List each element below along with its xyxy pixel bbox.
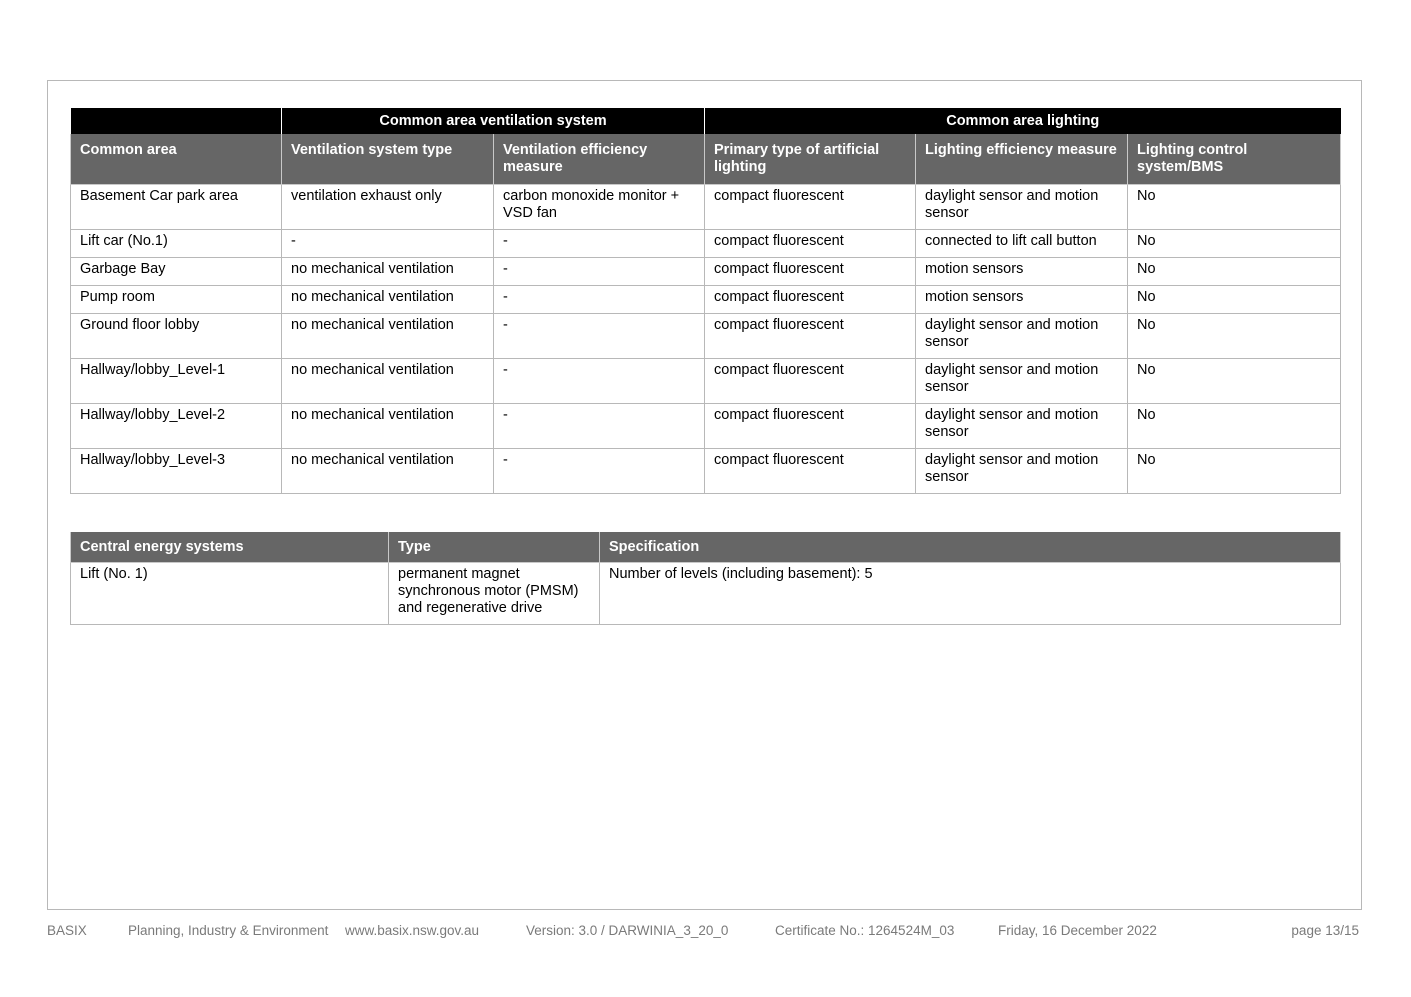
table-cell: - [494,286,705,314]
column-header: Primary type of artificial lighting [705,134,916,185]
column-header: Type [389,532,600,563]
table-cell: - [282,230,494,258]
table-row [71,449,1341,494]
table-cell: no mechanical ventilation [282,314,494,359]
table-cell: connected to lift call button [916,230,1128,258]
common-area-table [70,108,1341,494]
table-cell: No [1128,359,1341,404]
table-cell: carbon monoxide monitor + VSD fan [494,185,705,230]
footer-page-number: page 13/15 [1291,923,1359,938]
table-cell: compact fluorescent [705,185,916,230]
column-header: Lighting control system/BMS [1128,134,1341,185]
footer-department: Planning, Industry & Environment [128,923,329,938]
table-cell: no mechanical ventilation [282,404,494,449]
table-cell: - [494,404,705,449]
footer-website-link[interactable]: www.basix.nsw.gov.au [345,923,480,938]
table-cell: compact fluorescent [705,404,916,449]
table-cell: daylight sensor and motion sensor [916,185,1128,230]
page-footer [0,923,1411,941]
table-cell: Basement Car park area [71,185,282,230]
footer-program: BASIX [47,923,87,938]
table-cell: daylight sensor and motion sensor [916,449,1128,494]
table-cell: Lift (No. 1) [71,563,389,625]
group-header-empty [71,108,282,134]
table-cell: compact fluorescent [705,230,916,258]
table-row [71,563,1341,625]
table-cell: Ground floor lobby [71,314,282,359]
table-row [71,286,1341,314]
table-row [71,314,1341,359]
column-header: Central energy systems [71,532,389,563]
table-cell: No [1128,185,1341,230]
column-header-row [71,532,1341,563]
table-cell: Hallway/lobby_Level-2 [71,404,282,449]
column-header: Specification [600,532,1341,563]
group-header-ventilation: Common area ventilation system [282,108,705,134]
table-cell: No [1128,258,1341,286]
table-row [71,404,1341,449]
table-row [71,230,1341,258]
table-cell: Hallway/lobby_Level-3 [71,449,282,494]
table-cell: compact fluorescent [705,258,916,286]
group-header-row [71,108,1341,134]
table-cell: daylight sensor and motion sensor [916,404,1128,449]
column-header: Ventilation system type [282,134,494,185]
table-cell: daylight sensor and motion sensor [916,314,1128,359]
table-cell: no mechanical ventilation [282,258,494,286]
table-cell: - [494,230,705,258]
table-cell: compact fluorescent [705,359,916,404]
column-header: Lighting efficiency measure [916,134,1128,185]
table-cell: - [494,449,705,494]
footer-date: Friday, 16 December 2022 [998,923,1157,938]
table-cell: Lift car (No.1) [71,230,282,258]
column-header: Common area [71,134,282,185]
table-cell: compact fluorescent [705,449,916,494]
table-cell: No [1128,230,1341,258]
table-cell: Garbage Bay [71,258,282,286]
table-row [71,185,1341,230]
central-energy-systems-table [70,532,1341,625]
footer-version: Version: 3.0 / DARWINIA_3_20_0 [526,923,729,938]
table-cell: no mechanical ventilation [282,359,494,404]
table-cell: No [1128,449,1341,494]
table-cell: permanent magnet synchronous motor (PMSM) and regenerative drive [389,563,600,625]
table-row [71,258,1341,286]
table-cell: compact fluorescent [705,314,916,359]
table-cell: Pump room [71,286,282,314]
table-cell: No [1128,404,1341,449]
column-header-row [71,134,1341,185]
table-cell: - [494,258,705,286]
table-cell: No [1128,314,1341,359]
table-cell: - [494,314,705,359]
table-cell: daylight sensor and motion sensor [916,359,1128,404]
group-header-lighting: Common area lighting [705,108,1341,134]
table-cell: No [1128,286,1341,314]
table-cell: motion sensors [916,258,1128,286]
table-cell: Hallway/lobby_Level-1 [71,359,282,404]
table-cell: motion sensors [916,286,1128,314]
table-row [71,359,1341,404]
footer-certificate: Certificate No.: 1264524M_03 [775,923,955,938]
table-cell: ventilation exhaust only [282,185,494,230]
table-cell: Number of levels (including basement): 5 [600,563,1341,625]
table-cell: no mechanical ventilation [282,449,494,494]
table-cell: compact fluorescent [705,286,916,314]
table-cell: no mechanical ventilation [282,286,494,314]
table-cell: - [494,359,705,404]
column-header: Ventilation efficiency measure [494,134,705,185]
